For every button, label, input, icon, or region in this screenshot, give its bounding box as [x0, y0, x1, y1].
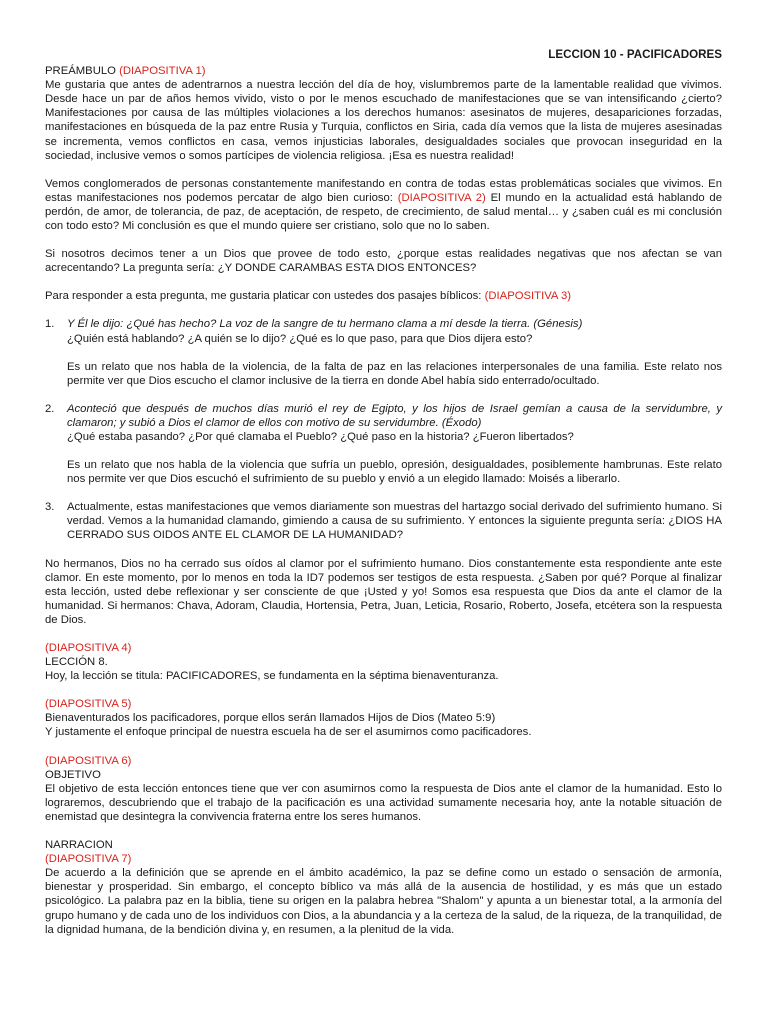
lesson-number: LECCIÓN 8.: [45, 656, 108, 669]
reflection-questions: ¿Quién está hablando? ¿A quién se lo dijo? ¿Qué es lo que paso, para que Dios dijera esto?: [67, 332, 533, 345]
lesson-intro: Hoy, la lección se titula: PACIFICADORES, se fundamenta en la séptima bienaventuranza.: [45, 670, 499, 683]
document-page: [45, 48, 722, 937]
answer-paragraph: No hermanos, Dios no ha cerrado sus oídos al clamor por el sufrimiento humano. Dios constantemente esta respondiente ante este clamor. En este momento, por lo menos en toda la ID7 podemos ser testigos de esta respuesta. ¿Saben por qué? Porque al finalizar esta lección, usted debe reflexionar y ser consciente de que ¡Usted y yo! Somos esa respuesta que Dios da ante el clamor de la humanidad. Si hermanos: Chava, Adoram, Claudia, Hortensia, Petra, Juan, Leticia, Rosario, Roberto, Josefa, etcétera son la respuesta de Dios.: [45, 557, 722, 626]
list-item: [45, 317, 722, 387]
slide-1-marker: (DIAPOSITIVA 1): [119, 65, 206, 78]
lesson-title: LECCION 10 - PACIFICADORES: [548, 48, 722, 61]
beatitude-verse: Bienaventurados los pacificadores, porque ellos serán llamados Hijos de Dios (Mateo 5:9): [45, 712, 496, 725]
slide-3-marker: (DIAPOSITIVA 3): [484, 290, 572, 303]
passage-explanation: Es un relato que nos habla de la violencia, de la falta de paz en las relaciones interpersonales de una familia. Este relato nos permite ver que Dios escucho el clamor inclusive de la tierra en donde Abel había sido enterrado/ocultado.: [67, 360, 722, 387]
narration-heading: NARRACION: [45, 839, 113, 852]
slide-5-marker: (DIAPOSITIVA 5): [45, 698, 132, 711]
narration-paragraph: De acuerdo a la definición que se aprende en el ámbito académico, la paz se define como un estado o sensación de armonía, bienestar y prosperidad. Sin embargo, el concepto bíblico va más allá de la ausencia de hostilidad, y es más que un estado psicológico. La palabra paz en la biblia, tiene su origen en la palabra hebrea "Shalom" y apunta a un bienestar total, a la armonía del grupo humano y de cada uno de los individuos con Dios, a la abundancia y a la certeza de la salud, de la riqueza, de la tranquilidad, de la dignidad humana, de la bendición divina y, en resumen, a la plenitud de la vida.: [45, 867, 723, 936]
bible-quote: Aconteció que después de muchos días murió el rey de Egipto, y los hijos de Israel gemían a causa de la servidumbre, y clamaron; y subió a Dios el clamor de ellos con motivo de su servidumbre. (Éxodo): [67, 402, 722, 429]
objective-heading: OBJETIVO: [45, 768, 101, 781]
list-number: 2.: [45, 402, 55, 415]
school-focus: Y justamente el enfoque principal de nuestra escuela ha de ser el asumirnos como pacificadores.: [45, 726, 532, 739]
list-item-text: Actualmente, estas manifestaciones que vemos diariamente son muestras del hartazgo social derivado del sufrimiento humano. Si verdad. Vemos a la humanidad clamando, gimiendo a causa de su sufrimiento. Y entonces la siguiente pregunta sería: ¿DIOS HA CERRADO SUS OIDOS ANTE EL CLAMOR DE LA HUMANIDAD?: [67, 501, 722, 542]
bible-quote: Y Él le dijo: ¿Qué has hecho? La voz de la sangre de tu hermano clama a mí desde la tierra. (Génesis): [67, 318, 583, 331]
list-number: 3.: [45, 501, 55, 514]
manifestations-paragraph: Vemos conglomerados de personas constantemente manifestando en contra de todas estas problemáticas sociales que vivimos. En estas manifestaciones nos podemos percatar de algo bien curioso: (DIAPOSITIVA 2) El mundo en la actualidad está hablando de perdón, de amor, de tolerancia, de paz, de aceptación, de respeto, de crecimiento, de salud mental… y ¿saben cuál es mi conclusión con todo esto? Mi conclusión es que el mundo quiere ser cristiano, solo que no lo saben.: [45, 177, 722, 233]
slide-4-marker: (DIAPOSITIVA 4): [45, 642, 132, 654]
question-paragraph: Si nosotros decimos tener a un Dios que provee de todo esto, ¿porque estas realidades negativas que nos afectan se van acrecentando? La pregunta sería: ¿Y DONDE CARAMBAS ESTA DIOS ENTONCES?: [45, 248, 722, 275]
reflection-questions: ¿Qué estaba pasando? ¿Por qué clamaba el Pueblo? ¿Qué paso en la historia? ¿Fueron libertados?: [67, 430, 574, 443]
list-number: 1.: [45, 318, 55, 331]
slide-7-marker: (DIAPOSITIVA 7): [45, 853, 132, 866]
slide-2-marker: (DIAPOSITIVA 2): [397, 191, 486, 204]
preamble-paragraph: Me gustaria que antes de adentrarnos a nuestra lección del día de hoy, vislumbremos parte de la lamentable realidad que vivimos. Desde hace un par de años hemos vivido, visto o por le menos escuchado de manifestaciones que se van intensificando ¿cierto? Manifestaciones por causa de las múltiples violaciones a los derechos humanos: asesinatos de mujeres, desapariciones forzadas, manifestaciones en búsqueda de la paz entre Rusia y Turquia, conflictos en Siria, cada día vemos que la lista de mujeres asesinadas se incrementa, vemos conflictos en casa, vemos injusticias laborales, desigualdades sociales que provocan inseguridad en la sociedad, inclusive vemos o somos partícipes de violencia religiosa. ¡Esa es nuestra realidad!: [45, 79, 722, 162]
passages-intro: Para responder a esta pregunta, me gustaria platicar con ustedes dos pasajes bíblicos: (DIAPOSITIVA 3): [45, 290, 572, 303]
preamble-label: PREÁMBULO: [45, 65, 116, 78]
list-item: [45, 402, 722, 486]
passage-explanation: Es un relato que nos habla de la violencia que sufría un pueblo, opresión, desigualdades, posiblemente hambrunas. Este relato nos permite ver que Dios escuchó el sufrimiento de su pueblo y envió a un elegido llamado: Moisés a liberarlo.: [67, 459, 722, 486]
preamble-heading: [45, 64, 722, 78]
slide-6-marker: (DIAPOSITIVA 6): [45, 754, 132, 767]
list-item: [45, 500, 722, 542]
objective-paragraph: El objetivo de esta lección entonces tiene que ver con asumirnos como la respuesta de Dios ante el clamor de la humanidad. Esto lo lograremos, descubriendo que el trabajo de la pacificación es una actividad sumamente necesaria hoy, ante la notable situación de enemistad que desintegra la convivencia fraterna entre los seres humanos.: [45, 782, 722, 823]
